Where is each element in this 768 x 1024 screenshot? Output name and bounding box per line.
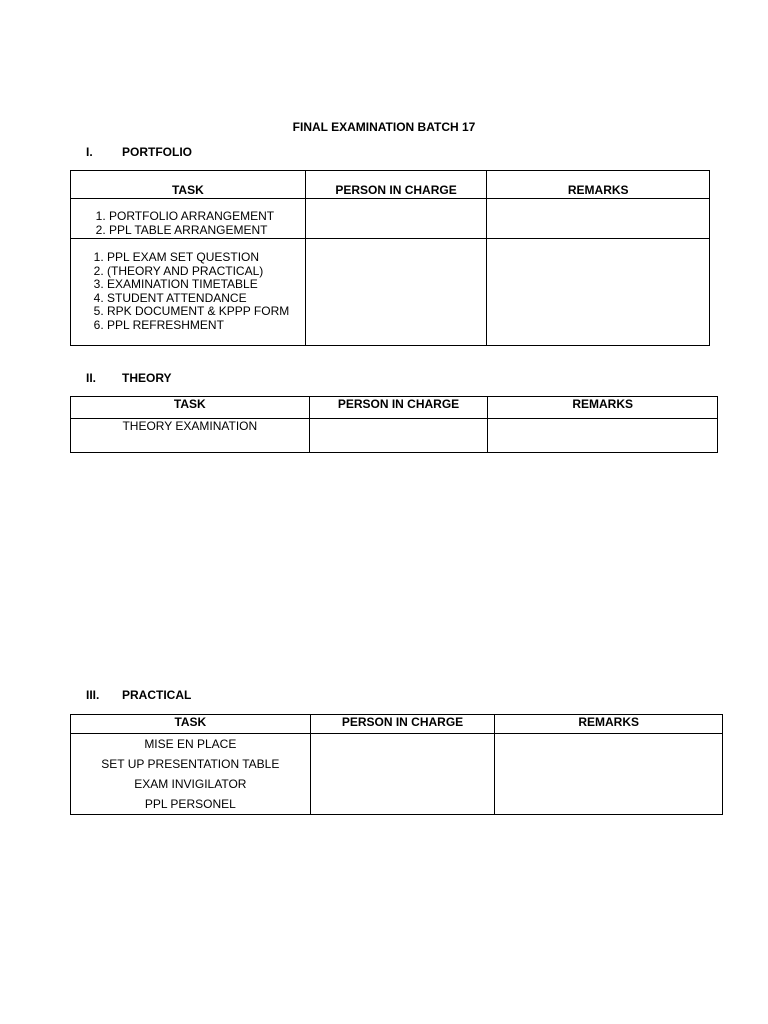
section-2-number: II.	[86, 371, 97, 385]
person-in-charge-cell	[310, 734, 495, 815]
table-header-row	[71, 715, 723, 734]
table-row	[71, 199, 710, 239]
header-person-in-charge: PERSON IN CHARGE	[305, 171, 487, 199]
remarks-cell	[487, 199, 710, 239]
list-item: 2. (THEORY AND PRACTICAL)	[107, 265, 305, 279]
list-item: 1. PPL EXAM SET QUESTION	[107, 251, 305, 265]
task-cell	[71, 239, 306, 346]
list-item: MISE EN PLACE	[144, 737, 237, 751]
section-3-name: PRACTICAL	[122, 688, 192, 702]
section-3-number: III.	[86, 688, 100, 702]
list-item: 6. PPL REFRESHMENT	[107, 319, 305, 333]
document-title: FINAL EXAMINATION BATCH 17	[292, 120, 476, 134]
list-item: 3. EXAMINATION TIMETABLE	[107, 278, 305, 292]
practical-table	[70, 714, 723, 815]
header-person-in-charge: PERSON IN CHARGE	[309, 397, 488, 419]
list-item: EXAM INVIGILATOR	[134, 777, 247, 791]
task-cell: THEORY EXAMINATION	[71, 419, 310, 453]
remarks-cell	[488, 419, 718, 453]
table-header-row	[71, 397, 718, 419]
remarks-cell	[495, 734, 723, 815]
header-task: TASK	[71, 171, 306, 199]
table-row	[71, 734, 723, 815]
list-item: SET UP PRESENTATION TABLE	[101, 757, 280, 771]
header-remarks: REMARKS	[488, 397, 718, 419]
person-in-charge-cell	[309, 419, 488, 453]
task-cell	[71, 199, 306, 239]
table-row	[71, 239, 710, 346]
section-2-name: THEORY	[122, 371, 172, 385]
remarks-cell	[487, 239, 710, 346]
portfolio-table	[70, 170, 710, 346]
person-in-charge-cell	[305, 239, 487, 346]
list-item: 1. PORTFOLIO ARRANGEMENT	[109, 210, 305, 224]
section-1-name: PORTFOLIO	[122, 145, 192, 159]
header-task: TASK	[71, 715, 311, 734]
list-item: 5. RPK DOCUMENT & KPPP FORM	[107, 305, 305, 319]
table-row	[71, 419, 718, 453]
header-person-in-charge: PERSON IN CHARGE	[310, 715, 495, 734]
header-remarks: REMARKS	[487, 171, 710, 199]
list-item: PPL PERSONEL	[144, 797, 236, 811]
header-remarks: REMARKS	[495, 715, 723, 734]
section-1-number: I.	[86, 145, 93, 159]
list-item: 4. STUDENT ATTENDANCE	[107, 292, 305, 306]
task-cell	[71, 734, 311, 815]
header-task: TASK	[71, 397, 310, 419]
person-in-charge-cell	[305, 199, 487, 239]
theory-table	[70, 396, 718, 453]
table-header-row	[71, 171, 710, 199]
list-item: 2. PPL TABLE ARRANGEMENT	[109, 224, 305, 238]
